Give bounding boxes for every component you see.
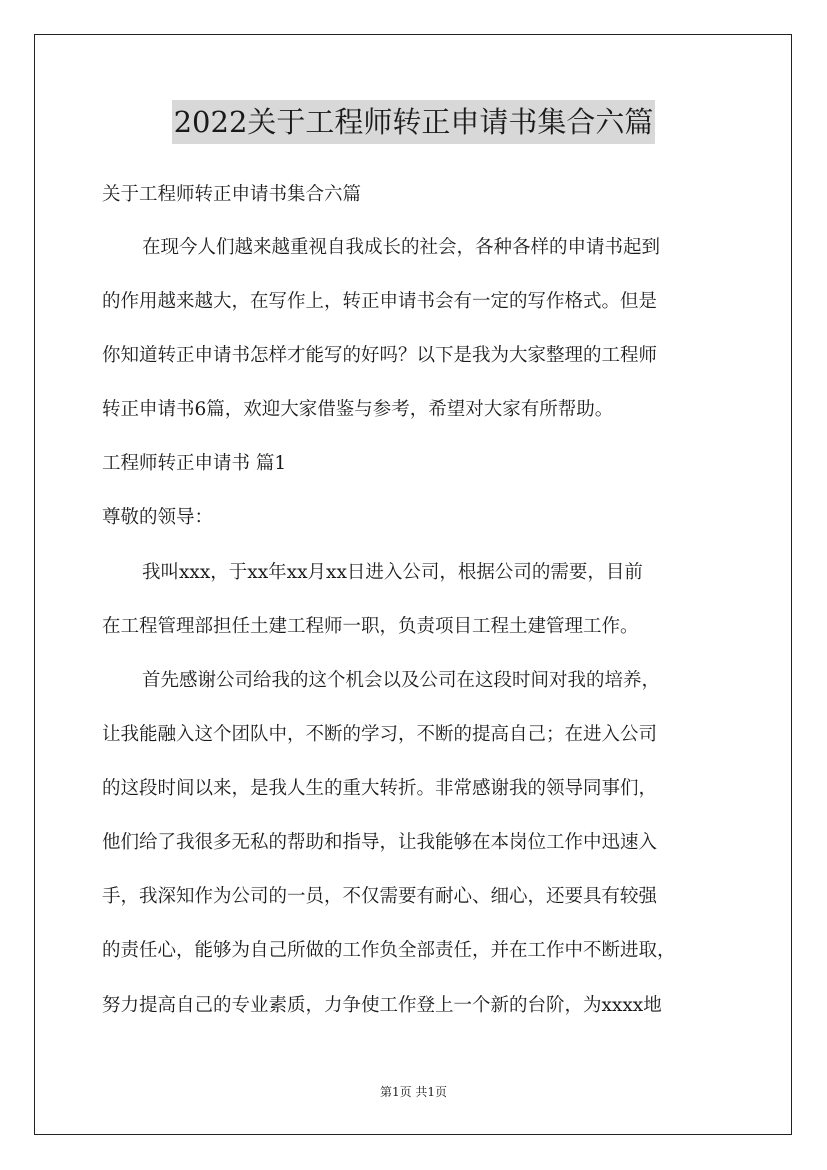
paragraph-line: 的责任心，能够为自己所做的工作负全部责任，并在工作中不断进取，	[102, 940, 676, 961]
paragraph-line: 让我能融入这个团队中，不断的学习，不断的提高自己；在进入公司	[102, 724, 658, 745]
paragraph-line: 在现今人们越来越重视自我成长的社会，各种各样的申请书起到	[142, 237, 661, 258]
section-heading: 工程师转正申请书 篇1	[102, 453, 287, 474]
paragraph-line: 首先感谢公司给我的这个机会以及公司在这段时间对我的培养，	[142, 670, 661, 691]
paragraph-line: 你知道转正申请书怎样才能写的好吗？以下是我为大家整理的工程师	[102, 345, 658, 366]
paragraph-line: 我叫xxx，于xx年xx月xx日进入公司，根据公司的需要，目前	[142, 562, 643, 583]
paragraph-line: 在工程管理部担任土建工程师一职，负责项目工程土建管理工作。	[102, 616, 639, 637]
paragraph-line: 的这段时间以来，是我人生的重大转折。非常感谢我的领导同事们，	[102, 778, 658, 799]
document-title: 2022关于工程师转正申请书集合六篇	[172, 100, 656, 144]
paragraph-line: 的作用越来越大，在写作上，转正申请书会有一定的写作格式。但是	[102, 291, 658, 312]
intro-heading: 关于工程师转正申请书集合六篇	[102, 184, 362, 205]
paragraph-line: 他们给了我很多无私的帮助和指导，让我能够在本岗位工作中迅速入	[102, 832, 658, 853]
paragraph-line: 手，我深知作为公司的一员，不仅需要有耐心、细心，还要具有较强	[102, 886, 658, 907]
page-footer: 第1页 共1页	[379, 1085, 448, 1099]
title-container	[0, 100, 827, 144]
salutation: 尊敬的领导：	[102, 507, 214, 528]
paragraph-line: 转正申请书6篇，欢迎大家借鉴与参考，希望对大家有所帮助。	[102, 399, 614, 420]
paragraph-line: 努力提高自己的专业素质，力争使工作登上一个新的台阶，为xxxx地	[102, 995, 662, 1016]
